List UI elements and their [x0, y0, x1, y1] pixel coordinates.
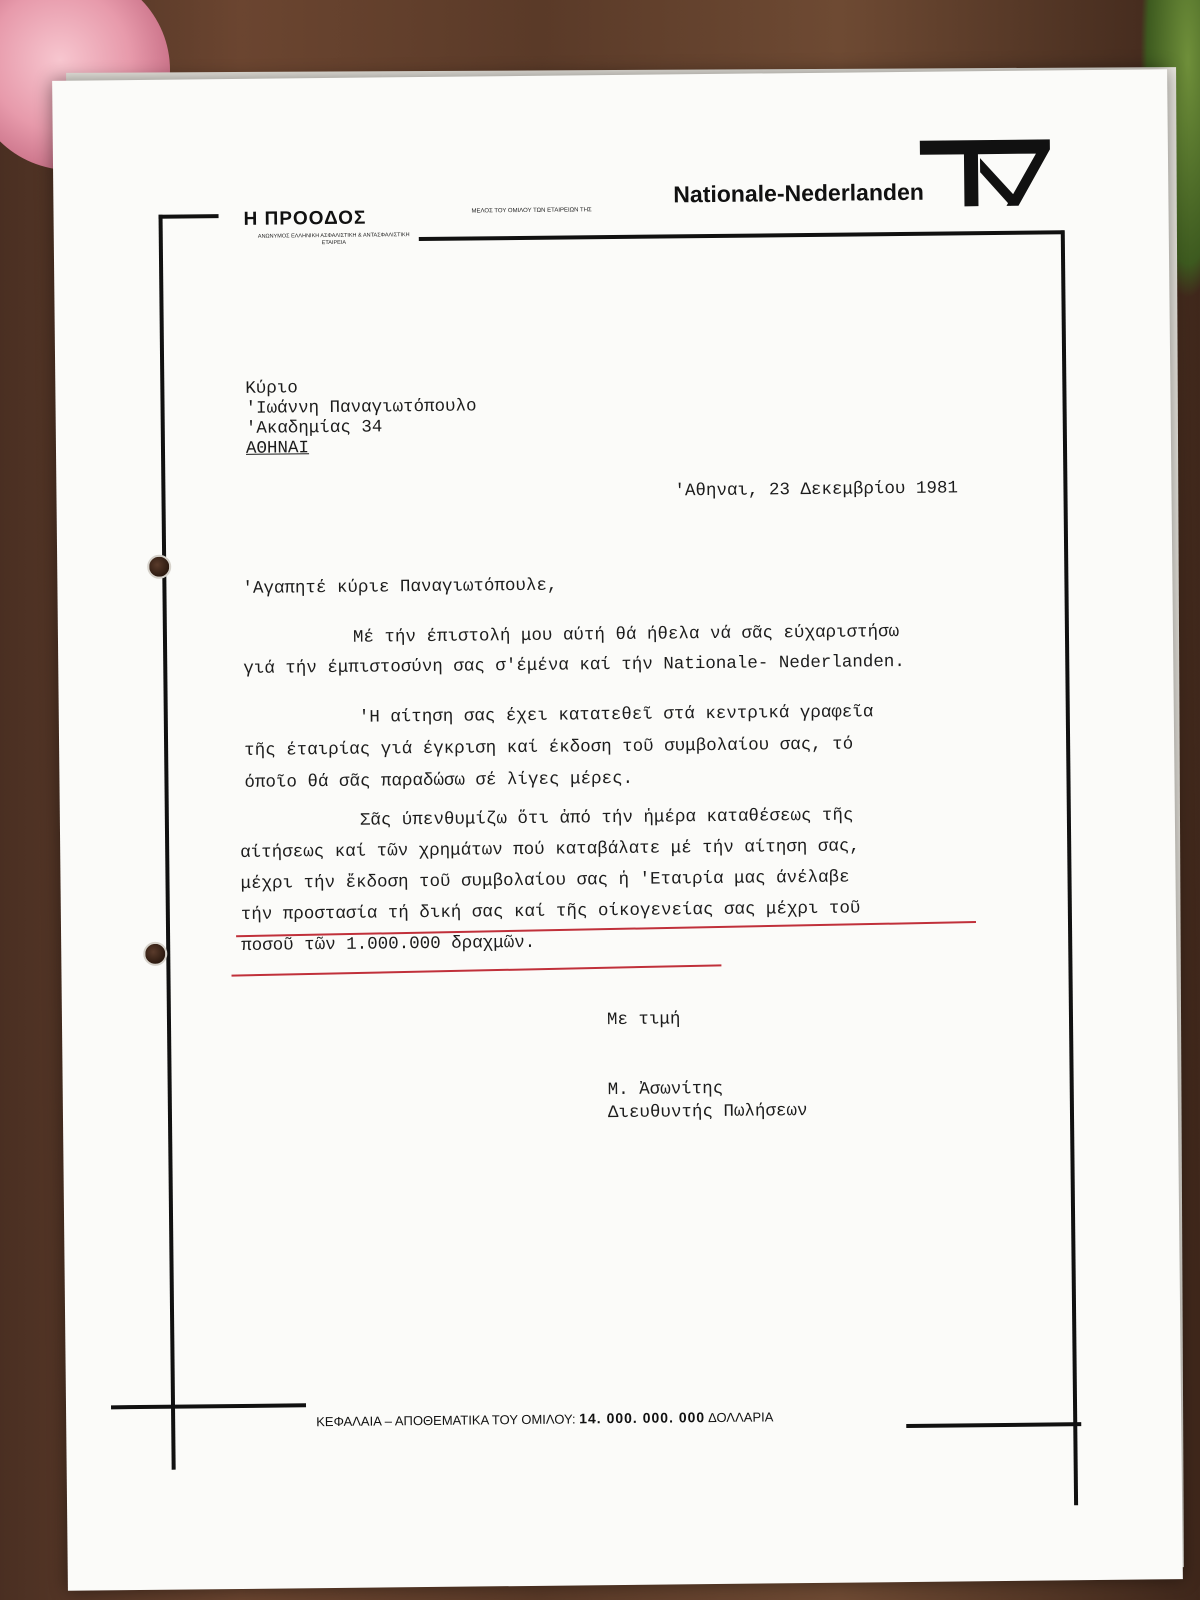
body-line: μέχρι τήν ἔκδοση τοῦ συμβολαίου σας ἡ 'Εταιρία μας άνέλαβε [240, 867, 850, 894]
recipient-name: 'Ιωάννη Παναγιωτόπουλο [245, 396, 477, 419]
frame-line [159, 214, 219, 219]
body-line: όποῖο θά σᾶς παραδώσω σέ λίγες μέρες. [244, 768, 634, 793]
footer-amount: 14. 000. 000. 000 [579, 1409, 706, 1427]
frame-line [419, 230, 1064, 241]
nn-logo-icon [918, 135, 1059, 211]
body-line: τήν προστασία τή δική σας καί τῆς οίκογενείας σας μέχρι τοῦ [240, 898, 861, 925]
greeting: 'Αγαπητέ κύριε Παναγιωτόπουλε, [242, 575, 558, 599]
body-line: 'Η αίτηση σας έχει κατατεθεῖ στά κεντρικά γραφεῖα [358, 702, 874, 728]
signature-role: Διευθυντής Πωλήσεων [607, 1101, 808, 1124]
frame-line [906, 1422, 1081, 1428]
body-line: αίτήσεως καί τῶν χρημάτων πού καταβάλατε μέ τήν αίτηση σας, [240, 836, 860, 863]
footer-label: ΚΕΦΑΛΑΙΑ – ΑΠΟΘΕΜΑΤΙΚΑ ΤΟΥ ΟΜΙΛΟΥ: [316, 1411, 576, 1430]
punch-hole [147, 555, 171, 579]
recipient-street: 'Ακαδημίας 34 [245, 417, 383, 439]
footer-currency: ΔΟΛΛΑΡΙΑ [708, 1409, 774, 1426]
body-line: γιά τήν έμπιστοσύνη σας σ'έμένα καί τήν Nationale- Nederlanden. [243, 651, 905, 679]
letter-date: 'Αθηναι, 23 Δεκεμβρίου 1981 [674, 478, 959, 502]
punch-hole [143, 942, 167, 966]
footer-capital [316, 1408, 773, 1429]
company-subtitle: ΑΝΩΝΥΜΟΣ ΕΛΛΗΝΙΚΗ ΑΣΦΑΛΙΣΤΙΚΗ & ΑΝΤΑΣΦΑΛΙΣΤΙΚΗ ΕΤΑΙΡΕΙΑ [257, 232, 410, 247]
body-line: ποσοῦ τῶν 1.000.000 δραχμῶν. [241, 932, 536, 956]
group-name: Nationale-Nederlanden [673, 178, 924, 208]
red-underline [231, 964, 721, 976]
signature-name: Μ. Ἀσωνίτης [607, 1078, 724, 1101]
frame-line [111, 1403, 306, 1409]
recipient-title: Κύριο [245, 378, 298, 399]
recipient-city: ΑΘΗΝΑΙ [245, 438, 310, 459]
body-line: τῆς έταιρίας γιά έγκριση καί έκδοση τοῦ συμβολαίου σας, τό [244, 734, 854, 761]
body-line: Σᾶς ύπενθυμίζω ὅτι ἀπό τήν ἡμέρα καταθέσεως τῆς [359, 805, 854, 831]
member-text: ΜΕΛΟΣ ΤΟΥ ΟΜΙΛΟΥ ΤΩΝ ΕΤΑΙΡΕΙΩΝ ΤΗΣ [471, 207, 592, 215]
closing: Με τιμή [606, 1009, 681, 1031]
frame-line [1061, 230, 1078, 1505]
letter-page [52, 69, 1183, 1591]
body-line: Μέ τήν έπιστολή μου αύτή θά ήθελα νά σᾶς εύχαριστήσω [352, 622, 900, 648]
company-logo: Η ΠΡΟΟΔΟΣ [243, 207, 367, 230]
frame-line [159, 215, 176, 1470]
